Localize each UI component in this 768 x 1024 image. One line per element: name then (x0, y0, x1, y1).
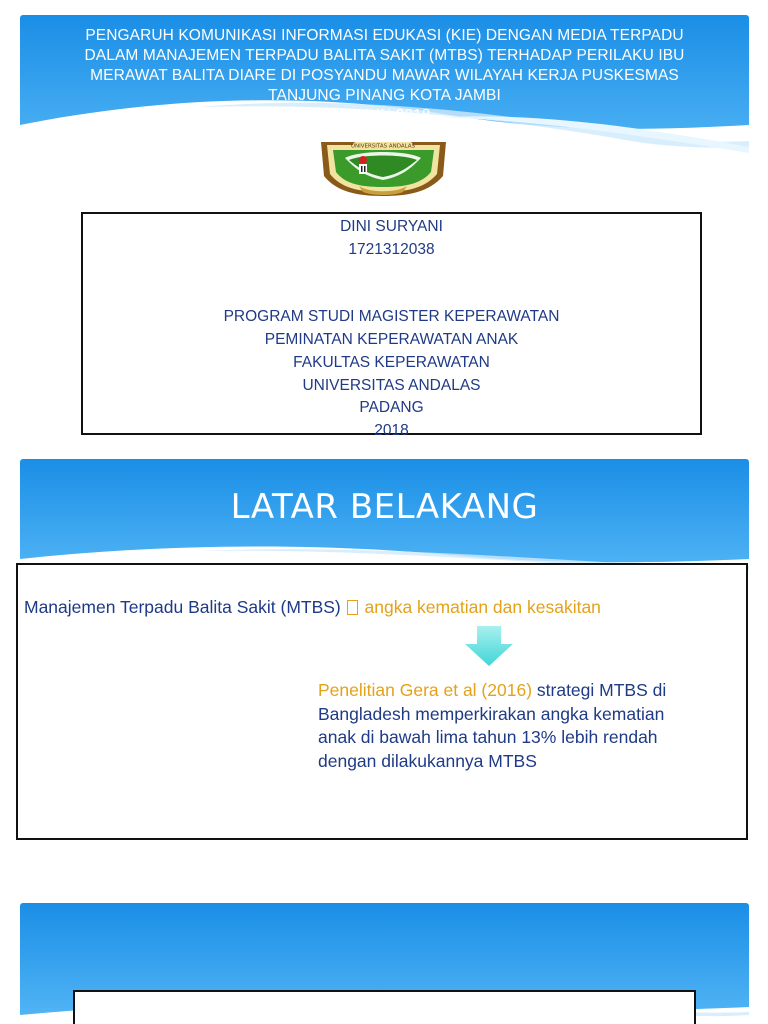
student-id: 1721312038 (348, 240, 435, 258)
title-line: TANJUNG PINANG KOTA JAMBI (268, 87, 501, 104)
paragraph-line: Bangladesh memperkirakan angka kematian (318, 703, 665, 724)
mtbs-text: Manajemen Terpadu Balita Sakit (MTBS) (24, 597, 341, 617)
svg-text:UNIVERSITAS ANDALAS: UNIVERSITAS ANDALAS (350, 143, 416, 150)
author-affiliation-box (81, 212, 702, 439)
slide-title: LATAR BELAKANG (230, 487, 539, 527)
mtbs-statement (24, 597, 601, 618)
paragraph-text: strategi MTBS di (532, 680, 667, 700)
study-reference: Penelitian Gera et al (2016) (318, 680, 533, 700)
paragraph-line: anak di bawah lima tahun 13% lebih rendah (318, 727, 658, 748)
down-arrow-icon (463, 624, 515, 668)
affiliation-line: PEMINATAN KEPERAWATAN ANAK (264, 331, 519, 349)
affiliation-line: PROGRAM STUDI MAGISTER KEPERAWATAN (223, 308, 560, 326)
title-line: MERAWAT BALITA DIARE DI POSYANDU MAWAR WILAYAH KERJA PUSKESMAS (90, 67, 679, 84)
title-year: TAHUN 2018 (338, 107, 431, 124)
paragraph-line: dengan dilakukannya MTBS (318, 750, 537, 771)
thesis-title (50, 26, 719, 126)
affiliation-year: 2018 (374, 421, 409, 439)
affiliation-line: FAKULTAS KEPERAWATAN (293, 353, 490, 371)
paragraph-line (318, 679, 728, 703)
author-name: DINI SURYANI (340, 218, 443, 235)
background-content-box (16, 563, 748, 840)
study-paragraph (318, 679, 728, 773)
title-line: DALAM MANAJEMEN TERPADU BALITA SAKIT (MTBS) TERHADAP PERILAKU IBU (84, 47, 685, 64)
affiliation-line: UNIVERSITAS ANDALAS (302, 376, 481, 394)
affiliation-line: PADANG (359, 399, 424, 417)
title-line: PENGARUH KOMUNIKASI INFORMASI EDUKASI (KIE) DENGAN MEDIA TERPADU (85, 27, 684, 44)
next-slide-content-box (73, 990, 696, 1024)
spacer (83, 261, 700, 306)
background-slide-header (20, 459, 749, 579)
mtbs-result: angka kematian dan kesakitan (364, 597, 601, 617)
university-logo (319, 136, 448, 198)
placeholder-glyph-icon (347, 600, 358, 615)
